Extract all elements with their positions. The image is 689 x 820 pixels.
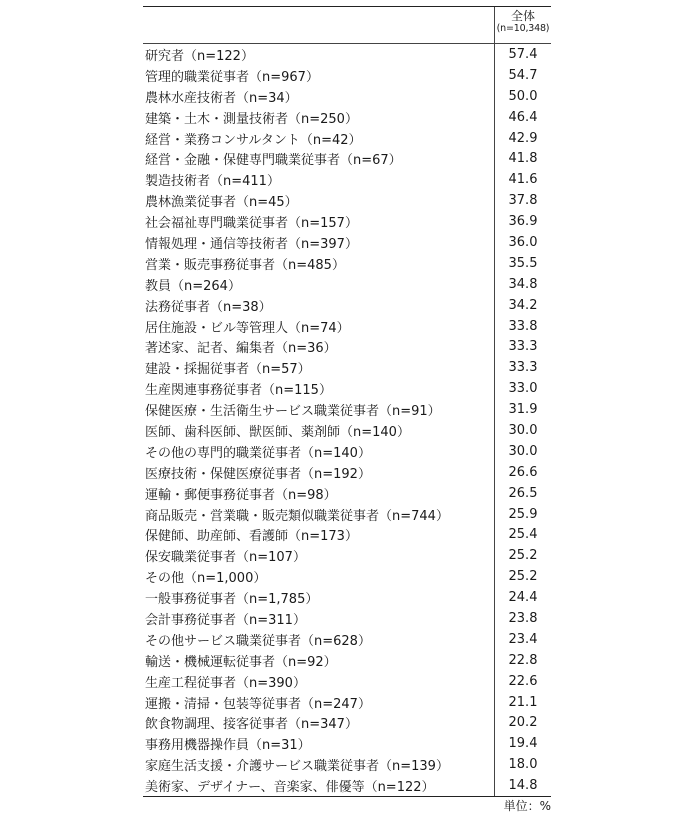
table-row bbox=[143, 462, 551, 483]
row-label: 保健師、助産師、看護師（n=173） bbox=[145, 529, 358, 545]
row-label: 一般事務従事者（n=1,785） bbox=[145, 592, 319, 608]
row-value: 21.1 bbox=[494, 692, 551, 713]
table-row bbox=[143, 524, 551, 545]
column-sample-size: (n=10,348) bbox=[496, 23, 550, 34]
row-label: 輸送・機械運転従事者（n=92） bbox=[145, 654, 337, 670]
row-label: その他サービス職業従事者（n=628） bbox=[145, 633, 371, 649]
row-label: 経営・金融・保健専門職業従事者（n=67） bbox=[145, 153, 402, 169]
row-label: 教員（n=264） bbox=[145, 278, 241, 294]
row-value: 25.2 bbox=[494, 545, 551, 566]
row-label: 情報処理・通信等技術者（n=397） bbox=[145, 236, 358, 252]
table-row bbox=[143, 504, 551, 525]
row-value: 33.8 bbox=[494, 316, 551, 337]
row-label: 商品販売・営業職・販売類似職業従事者（n=744） bbox=[145, 508, 449, 524]
row-value: 50.0 bbox=[494, 86, 551, 107]
row-value: 33.3 bbox=[494, 357, 551, 378]
row-label: 営業・販売事務従事者（n=485） bbox=[145, 257, 345, 273]
row-label: 事務用機器操作員（n=31） bbox=[145, 738, 311, 754]
table-row bbox=[143, 274, 551, 295]
row-value: 23.4 bbox=[494, 629, 551, 650]
row-value: 30.0 bbox=[494, 420, 551, 441]
table-row bbox=[143, 190, 551, 211]
table-row bbox=[143, 587, 551, 608]
row-label: 著述家、記者、編集者（n=36） bbox=[145, 341, 337, 357]
row-value: 35.5 bbox=[494, 253, 551, 274]
row-value: 42.9 bbox=[494, 128, 551, 149]
table-row bbox=[143, 629, 551, 650]
table-row bbox=[143, 378, 551, 399]
row-value: 14.8 bbox=[494, 775, 551, 796]
row-label: 家庭生活支援・介護サービス職業従事者（n=139） bbox=[145, 759, 449, 775]
row-value: 54.7 bbox=[494, 65, 551, 86]
table-row bbox=[143, 733, 551, 754]
table-row bbox=[143, 775, 551, 796]
table-row bbox=[143, 169, 551, 190]
row-label: 運輸・郵便事務従事者（n=98） bbox=[145, 487, 337, 503]
data-table bbox=[143, 6, 551, 797]
table-row bbox=[143, 483, 551, 504]
row-value: 31.9 bbox=[494, 399, 551, 420]
table-row bbox=[143, 211, 551, 232]
row-label: 保健医療・生活衛生サービス職業従事者（n=91） bbox=[145, 404, 441, 420]
row-label: 生産工程従事者（n=390） bbox=[145, 675, 306, 691]
row-label: 生産関連事務従事者（n=115） bbox=[145, 383, 332, 399]
row-value: 34.8 bbox=[494, 274, 551, 295]
table-row bbox=[143, 754, 551, 775]
row-value: 22.8 bbox=[494, 650, 551, 671]
row-label: その他の専門的職業従事者（n=140） bbox=[145, 445, 371, 461]
row-value: 41.6 bbox=[494, 169, 551, 190]
row-label: 研究者（n=122） bbox=[145, 48, 254, 64]
row-label: 運搬・清掃・包装等従事者（n=247） bbox=[145, 696, 371, 712]
row-label: 建設・採掘従事者（n=57） bbox=[145, 362, 311, 378]
row-value: 37.8 bbox=[494, 190, 551, 211]
table-row bbox=[143, 545, 551, 566]
row-label: 美術家、デザイナー、音楽家、俳優等（n=122） bbox=[145, 780, 435, 796]
table-row bbox=[143, 650, 551, 671]
row-label: 保安職業従事者（n=107） bbox=[145, 550, 306, 566]
table-row bbox=[143, 713, 551, 734]
row-value: 41.8 bbox=[494, 148, 551, 169]
row-value: 18.0 bbox=[494, 754, 551, 775]
column-header-total bbox=[494, 7, 551, 43]
row-value: 26.5 bbox=[494, 483, 551, 504]
header-spacer bbox=[143, 7, 494, 43]
table-row bbox=[143, 420, 551, 441]
table-row bbox=[143, 107, 551, 128]
row-value: 33.0 bbox=[494, 378, 551, 399]
row-value: 20.2 bbox=[494, 713, 551, 734]
row-value: 25.4 bbox=[494, 524, 551, 545]
row-value: 34.2 bbox=[494, 295, 551, 316]
row-label: 会計事務従事者（n=311） bbox=[145, 612, 306, 628]
row-label: 居住施設・ビル等管理人（n=74） bbox=[145, 320, 350, 336]
table-row bbox=[143, 357, 551, 378]
table-row bbox=[143, 295, 551, 316]
row-label: 農林漁業従事者（n=45） bbox=[145, 195, 298, 211]
row-label: 経営・業務コンサルタント（n=42） bbox=[145, 132, 362, 148]
table-row bbox=[143, 566, 551, 587]
row-label: 法務従事者（n=38） bbox=[145, 299, 272, 315]
row-label: 飲食物調理、接客従事者（n=347） bbox=[145, 717, 358, 733]
row-label: 社会福祉専門職業従事者（n=157） bbox=[145, 216, 358, 232]
table-row bbox=[143, 232, 551, 253]
row-value: 33.3 bbox=[494, 336, 551, 357]
table-row bbox=[143, 441, 551, 462]
table-row bbox=[143, 671, 551, 692]
column-title: 全体 bbox=[510, 9, 535, 23]
table-row bbox=[143, 316, 551, 337]
row-label: 医師、歯科医師、獣医師、薬剤師（n=140） bbox=[145, 424, 410, 440]
row-value: 23.8 bbox=[494, 608, 551, 629]
table-header bbox=[143, 7, 551, 44]
row-label: 農林水産技術者（n=34） bbox=[145, 90, 298, 106]
table-row bbox=[143, 128, 551, 149]
row-value: 30.0 bbox=[494, 441, 551, 462]
row-label: 建築・土木・測量技術者（n=250） bbox=[145, 111, 358, 127]
row-value: 25.2 bbox=[494, 566, 551, 587]
row-label: 医療技術・保健医療従事者（n=192） bbox=[145, 466, 371, 482]
table-row bbox=[143, 86, 551, 107]
row-value: 36.0 bbox=[494, 232, 551, 253]
bottom-rule bbox=[143, 796, 551, 797]
row-label: その他（n=1,000） bbox=[145, 571, 267, 587]
table-body bbox=[143, 44, 551, 796]
row-value: 36.9 bbox=[494, 211, 551, 232]
row-value: 25.9 bbox=[494, 504, 551, 525]
table-row bbox=[143, 44, 551, 65]
table-row bbox=[143, 148, 551, 169]
table-row bbox=[143, 65, 551, 86]
unit-label: 単位：% bbox=[503, 799, 551, 813]
row-value: 57.4 bbox=[494, 44, 551, 65]
row-value: 19.4 bbox=[494, 733, 551, 754]
row-label: 製造技術者（n=411） bbox=[145, 174, 280, 190]
row-value: 46.4 bbox=[494, 107, 551, 128]
row-value: 24.4 bbox=[494, 587, 551, 608]
table-row bbox=[143, 399, 551, 420]
row-label: 管理的職業従事者（n=967） bbox=[145, 69, 319, 85]
table-row bbox=[143, 336, 551, 357]
table-row bbox=[143, 608, 551, 629]
row-value: 26.6 bbox=[494, 462, 551, 483]
row-value: 22.6 bbox=[494, 671, 551, 692]
table-row bbox=[143, 253, 551, 274]
table-row bbox=[143, 692, 551, 713]
